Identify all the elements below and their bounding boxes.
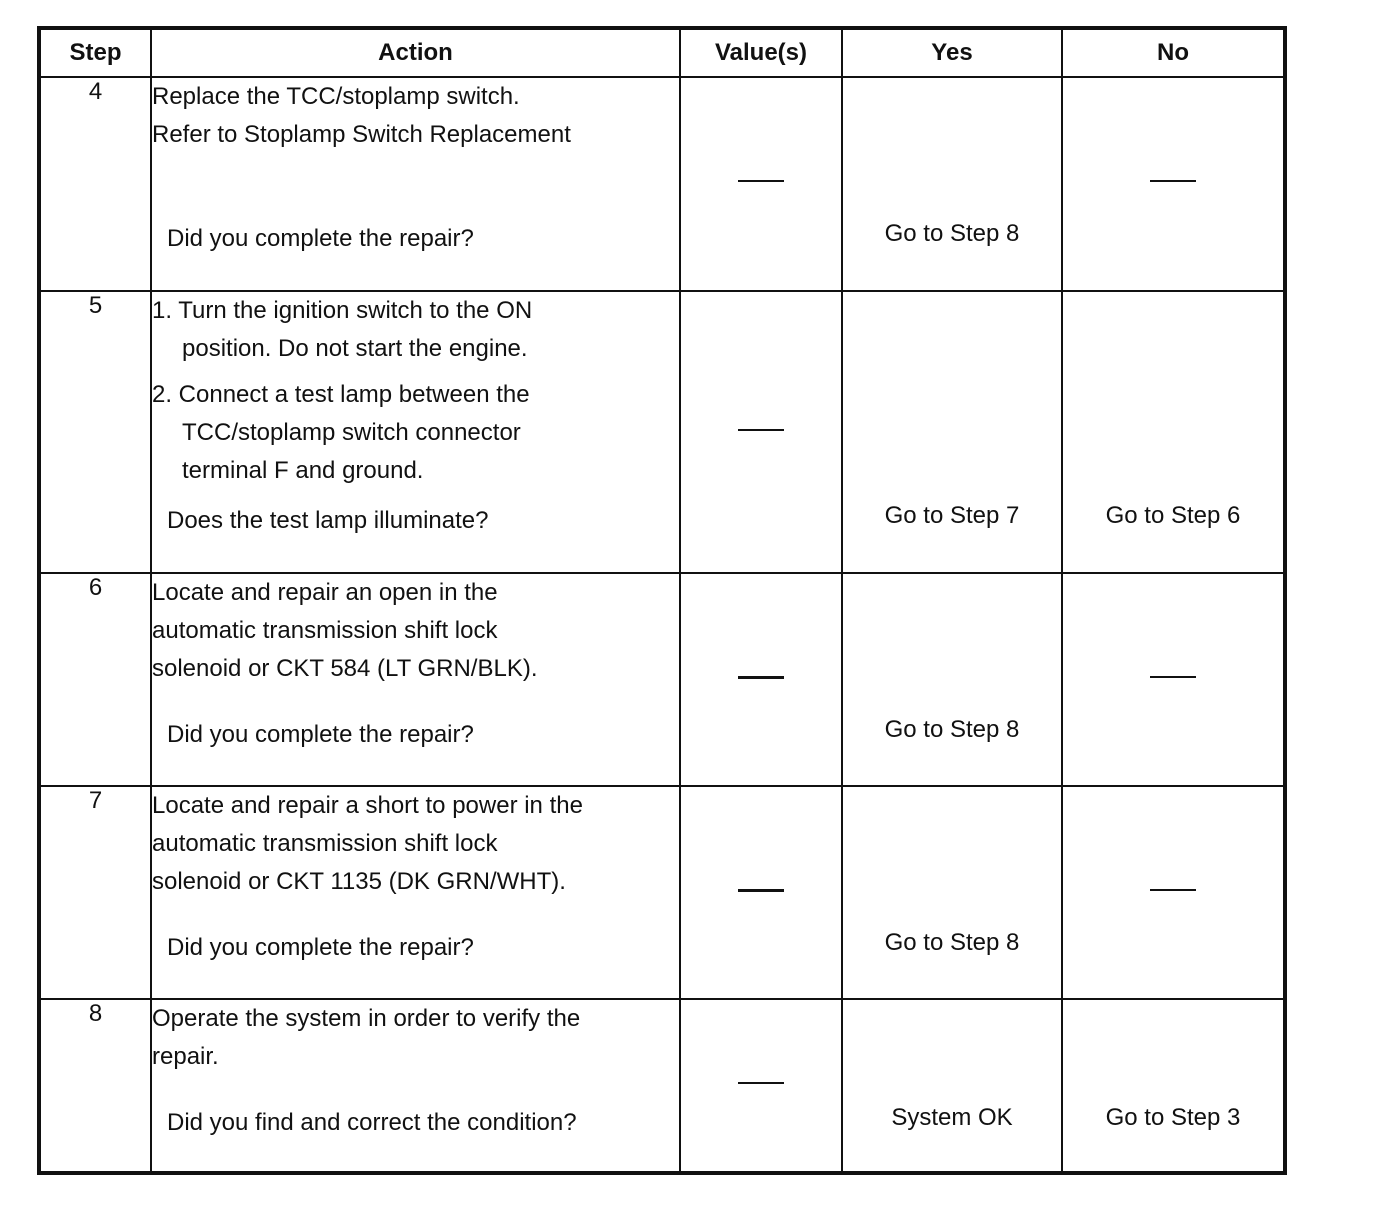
- yes-cell: [842, 786, 1062, 999]
- table-row: [39, 291, 1285, 573]
- value-cell: [680, 786, 842, 999]
- yes-cell: [842, 291, 1062, 573]
- action-list-item: [152, 376, 679, 490]
- action-line: 1. Turn the ignition switch to the ON: [152, 297, 533, 324]
- action-cell: [151, 291, 680, 573]
- action-cell: [151, 573, 680, 786]
- yes-result: System OK: [891, 1104, 1013, 1131]
- no-link[interactable]: Go to Step 3: [1105, 1104, 1241, 1131]
- header-values: Value(s): [680, 28, 842, 77]
- value-cell: [680, 999, 842, 1173]
- action-line: 2. Connect a test lamp between the: [152, 381, 530, 408]
- action-line: Locate and repair an open in the: [152, 579, 498, 606]
- action-line: solenoid or CKT 1135 (DK GRN/WHT).: [152, 868, 566, 895]
- action-line: position. Do not start the engine.: [182, 335, 528, 362]
- action-line: Refer to Stoplamp Switch Replacement: [152, 121, 571, 148]
- no-dash: [1150, 180, 1196, 182]
- no-dash: [1150, 676, 1196, 678]
- action-line: solenoid or CKT 584 (LT GRN/BLK).: [152, 655, 538, 682]
- no-dash: [1150, 889, 1196, 891]
- value-dash: [738, 1082, 784, 1084]
- action-list-item: [152, 292, 679, 368]
- value-dash: [738, 180, 784, 182]
- no-cell: [1062, 77, 1285, 291]
- no-cell: [1062, 573, 1285, 786]
- step-number: 4: [39, 77, 151, 291]
- no-cell: [1062, 786, 1285, 999]
- action-question: Did you find and correct the condition?: [167, 1109, 577, 1136]
- value-cell: [680, 291, 842, 573]
- action-question: Did you complete the repair?: [167, 934, 474, 961]
- diagnostic-table: [37, 26, 1287, 1175]
- action-line: TCC/stoplamp switch connector: [182, 419, 521, 446]
- action-cell: [151, 786, 680, 999]
- action-question: Did you complete the repair?: [167, 721, 474, 748]
- value-dash: [738, 676, 784, 679]
- action-cell: [151, 999, 680, 1173]
- action-line: repair.: [152, 1043, 219, 1070]
- no-cell: [1062, 999, 1285, 1173]
- action-line: Operate the system in order to verify the: [152, 1005, 581, 1032]
- table-row: [39, 77, 1285, 291]
- header-no: No: [1062, 28, 1285, 77]
- value-dash: [738, 889, 784, 892]
- header-step: Step: [39, 28, 151, 77]
- step-number: 5: [39, 291, 151, 573]
- yes-link[interactable]: Go to Step 8: [884, 716, 1020, 743]
- value-cell: [680, 573, 842, 786]
- yes-link[interactable]: Go to Step 8: [884, 220, 1020, 247]
- header-action: Action: [151, 28, 680, 77]
- step-number: 7: [39, 786, 151, 999]
- action-question: Does the test lamp illuminate?: [167, 507, 489, 534]
- step-number: 6: [39, 573, 151, 786]
- action-line: Replace the TCC/stoplamp switch.: [152, 83, 520, 110]
- action-line: Locate and repair a short to power in the: [152, 792, 583, 819]
- step-number: 8: [39, 999, 151, 1173]
- action-line: terminal F and ground.: [182, 457, 424, 484]
- no-cell: [1062, 291, 1285, 573]
- yes-link[interactable]: Go to Step 7: [884, 502, 1020, 529]
- action-line: automatic transmission shift lock: [152, 830, 498, 857]
- action-cell: [151, 77, 680, 291]
- header-yes: Yes: [842, 28, 1062, 77]
- table-row: [39, 786, 1285, 999]
- yes-cell: [842, 573, 1062, 786]
- action-line: automatic transmission shift lock: [152, 617, 498, 644]
- value-cell: [680, 77, 842, 291]
- table-row: [39, 573, 1285, 786]
- yes-link[interactable]: Go to Step 8: [884, 929, 1020, 956]
- no-link[interactable]: Go to Step 6: [1105, 502, 1241, 529]
- action-question: Did you complete the repair?: [167, 225, 474, 252]
- table-row: [39, 999, 1285, 1173]
- yes-cell: [842, 999, 1062, 1173]
- yes-cell: [842, 77, 1062, 291]
- header-row: [39, 28, 1285, 77]
- value-dash: [738, 429, 784, 431]
